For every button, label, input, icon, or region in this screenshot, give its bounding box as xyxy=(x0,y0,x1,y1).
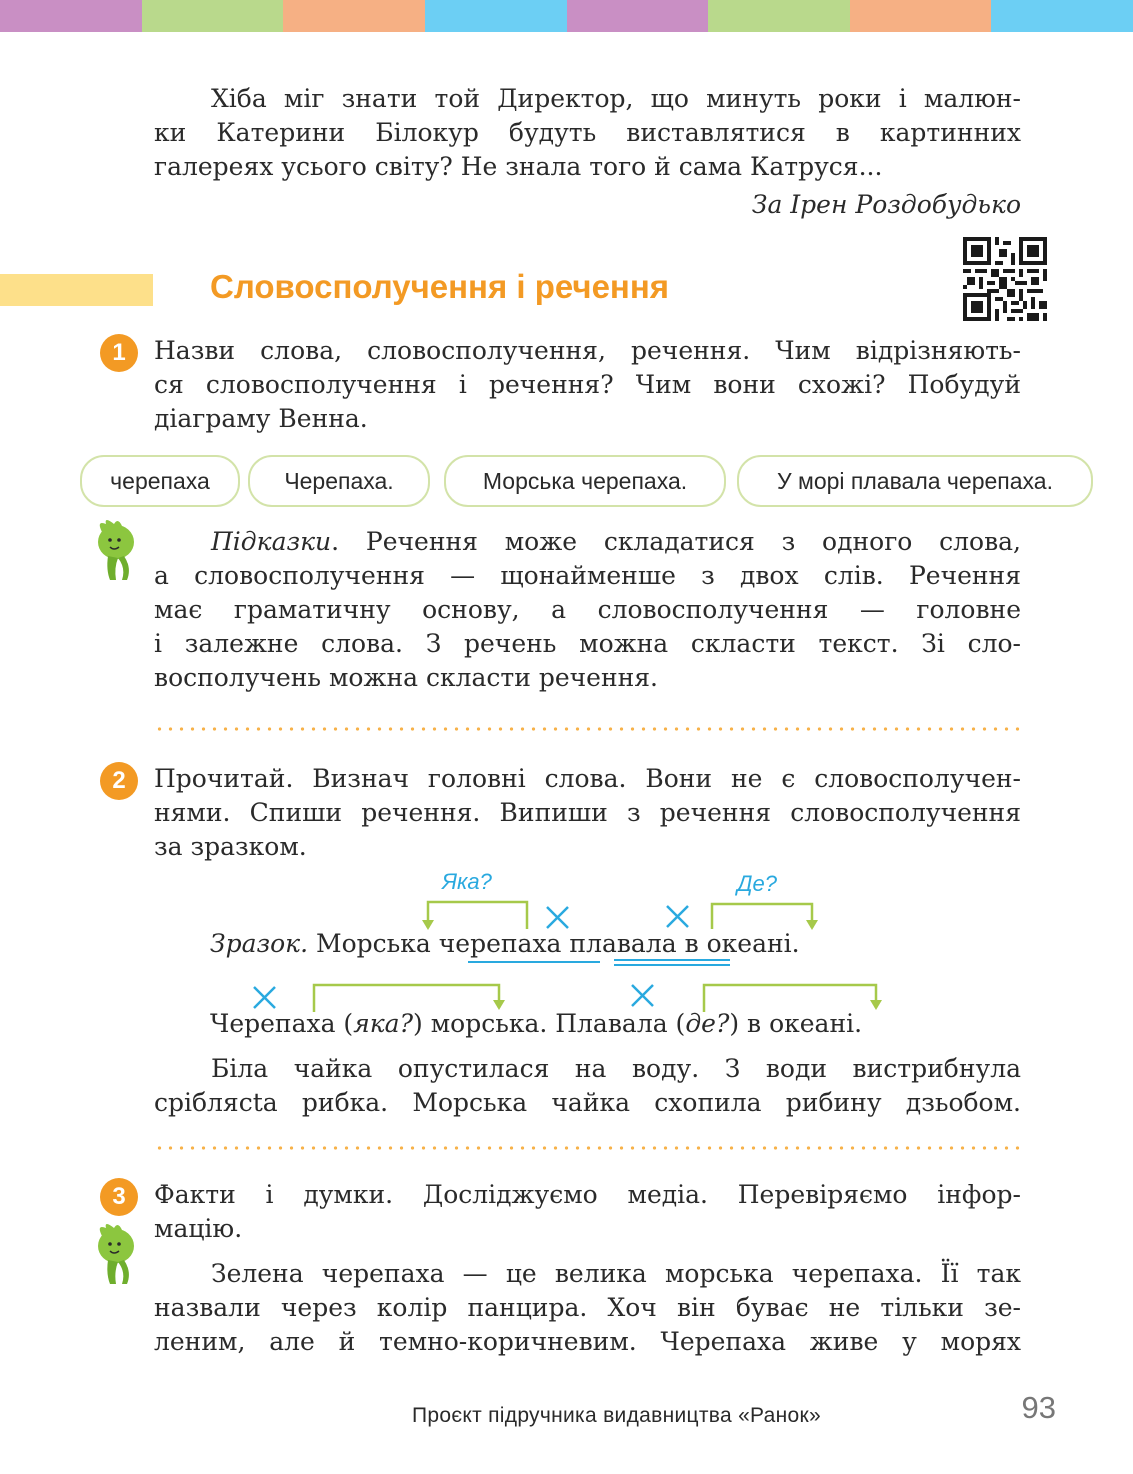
task1-line-2: ся словосполучення і речення? Чим вони схожі? Побудуй xyxy=(154,370,1021,399)
sample-word-4: в океані. xyxy=(684,929,800,958)
task2-text-line-2: сріблясta рибка. Морська чайка схопила рибину дзьобом. xyxy=(154,1088,1021,1117)
task3-line-2: мацію. xyxy=(154,1214,243,1243)
task2-line-1: Прочитай. Визнач головні слова. Вони не є словосполучен- xyxy=(154,764,1021,793)
dotted-divider-2 xyxy=(154,1146,1022,1150)
task2-instruction xyxy=(154,762,1021,864)
footer xyxy=(0,1404,1133,1428)
hint-line-5: восполучень можна скласти речення. xyxy=(154,663,659,692)
task3-text-line-3: леним, але й темно-коричневим. Черепаха живе у морях xyxy=(154,1327,1021,1356)
color-strip-8 xyxy=(991,0,1133,32)
sample-word-2: черепаха xyxy=(438,929,562,958)
hint-paragraph xyxy=(154,525,1021,695)
chip-word: черепаха xyxy=(80,455,240,507)
page-number: 93 xyxy=(1021,1390,1056,1425)
pair1-end: ) морська. xyxy=(413,1009,548,1038)
word-chips xyxy=(0,455,1133,511)
chip-sentence: У морі плавала черепаха. xyxy=(737,455,1093,507)
intro-line-2: ки Катерини Білокур будуть виставлятися в картинних xyxy=(154,118,1021,147)
cross-mark-3 xyxy=(254,987,275,1008)
intro-line-1 xyxy=(154,82,1021,116)
task3-text-line-1-text: Зелена черепаха — це велика морська черепаха. Її так xyxy=(211,1259,1021,1288)
arrow-which xyxy=(422,902,527,930)
task2-line-2: нями. Спиши речення. Випиши з речення словосполучення xyxy=(154,798,1021,827)
cross-mark-4 xyxy=(632,985,653,1006)
pair1-start: Черепаха ( xyxy=(210,1009,354,1038)
pair2-question: де? xyxy=(685,1009,730,1038)
task-number-2: 2 xyxy=(100,762,138,800)
hint-line-4: і залежне слова. З речень можна скласти текст. Зі сло- xyxy=(154,629,1021,658)
sample-word-3: плавала xyxy=(569,929,677,958)
task3-text-line-1 xyxy=(154,1257,1021,1291)
color-strip-6 xyxy=(708,0,850,32)
task1-instruction xyxy=(154,334,1021,436)
phrase-pairs xyxy=(210,1007,862,1041)
color-strip-2 xyxy=(142,0,284,32)
intro-line-1-text: Хіба міг знати той Директор, що минуть роки і малюн- xyxy=(211,84,1021,113)
pair1-question: яка? xyxy=(353,1009,413,1038)
task3-text-line-2: назвали через колір панцира. Хоч він буває не тільки зе- xyxy=(154,1293,1021,1322)
task3-instruction xyxy=(154,1178,1021,1246)
chip-one-word-sentence: Черепаха. xyxy=(248,455,430,507)
sample-word-1: Морська xyxy=(316,929,431,958)
sample-sentence xyxy=(210,927,800,961)
intro-line-3: галереях усього світу? Не знала того й сама Катруся... xyxy=(154,152,883,181)
chip-phrase: Морська черепаха. xyxy=(444,455,726,507)
task2-text-line-1-text: Біла чайка опустилася на воду. З води вистрибнула xyxy=(211,1054,1021,1083)
task-number-3: 3 xyxy=(100,1178,138,1216)
pair2-start: Плавала ( xyxy=(555,1009,686,1038)
author-attribution: За Ірен Роздобудько xyxy=(751,190,1021,219)
question-label-where: Де? xyxy=(737,871,777,896)
task3-line-1: Факти і думки. Досліджуємо медіа. Перевіряємо інфор- xyxy=(154,1180,1021,1209)
section-title: Словосполучення і речення xyxy=(210,268,670,305)
dotted-divider xyxy=(154,727,1022,731)
pair2-end: ) в океані. xyxy=(729,1009,863,1038)
mascot-icon xyxy=(88,518,144,584)
intro-paragraph xyxy=(154,82,1021,184)
hint-line-2: а словосполучення — щонайменше з двох слів. Речення xyxy=(154,561,1021,590)
task1-line-3: діаграму Венна. xyxy=(154,404,368,433)
hint-line-1-text: . Речення може складатися з одного слова, xyxy=(331,527,1021,556)
top-color-bar xyxy=(0,0,1133,32)
color-strip-3 xyxy=(283,0,425,32)
task2-text-line-1 xyxy=(154,1052,1021,1086)
cross-mark-1 xyxy=(547,907,568,928)
hint-label: Підказки xyxy=(211,527,332,556)
task1-line-1: Назви слова, словосполучення, речення. Чим відрізняють- xyxy=(154,336,1021,365)
mascot-icon xyxy=(88,1222,144,1288)
cross-mark-2 xyxy=(667,906,688,927)
color-strip-7 xyxy=(850,0,992,32)
hint-line-3: має граматичну основу, а словосполучення — головне xyxy=(154,595,1021,624)
task2-line-3: за зразком. xyxy=(154,832,307,861)
task3-text xyxy=(154,1257,1021,1359)
hint-line-1 xyxy=(154,525,1021,559)
section-marker xyxy=(0,274,153,306)
sample-label: Зразок. xyxy=(210,929,309,958)
color-strip-5 xyxy=(567,0,709,32)
task-number-1: 1 xyxy=(100,334,138,372)
color-strip-4 xyxy=(425,0,567,32)
qr-code-icon[interactable] xyxy=(963,237,1047,321)
task2-text xyxy=(154,1052,1021,1120)
color-strip-1 xyxy=(0,0,142,32)
question-label-which: Яка? xyxy=(442,869,492,894)
footer-text: Проєкт підручника видавництва «Ранок» xyxy=(411,1404,821,1427)
